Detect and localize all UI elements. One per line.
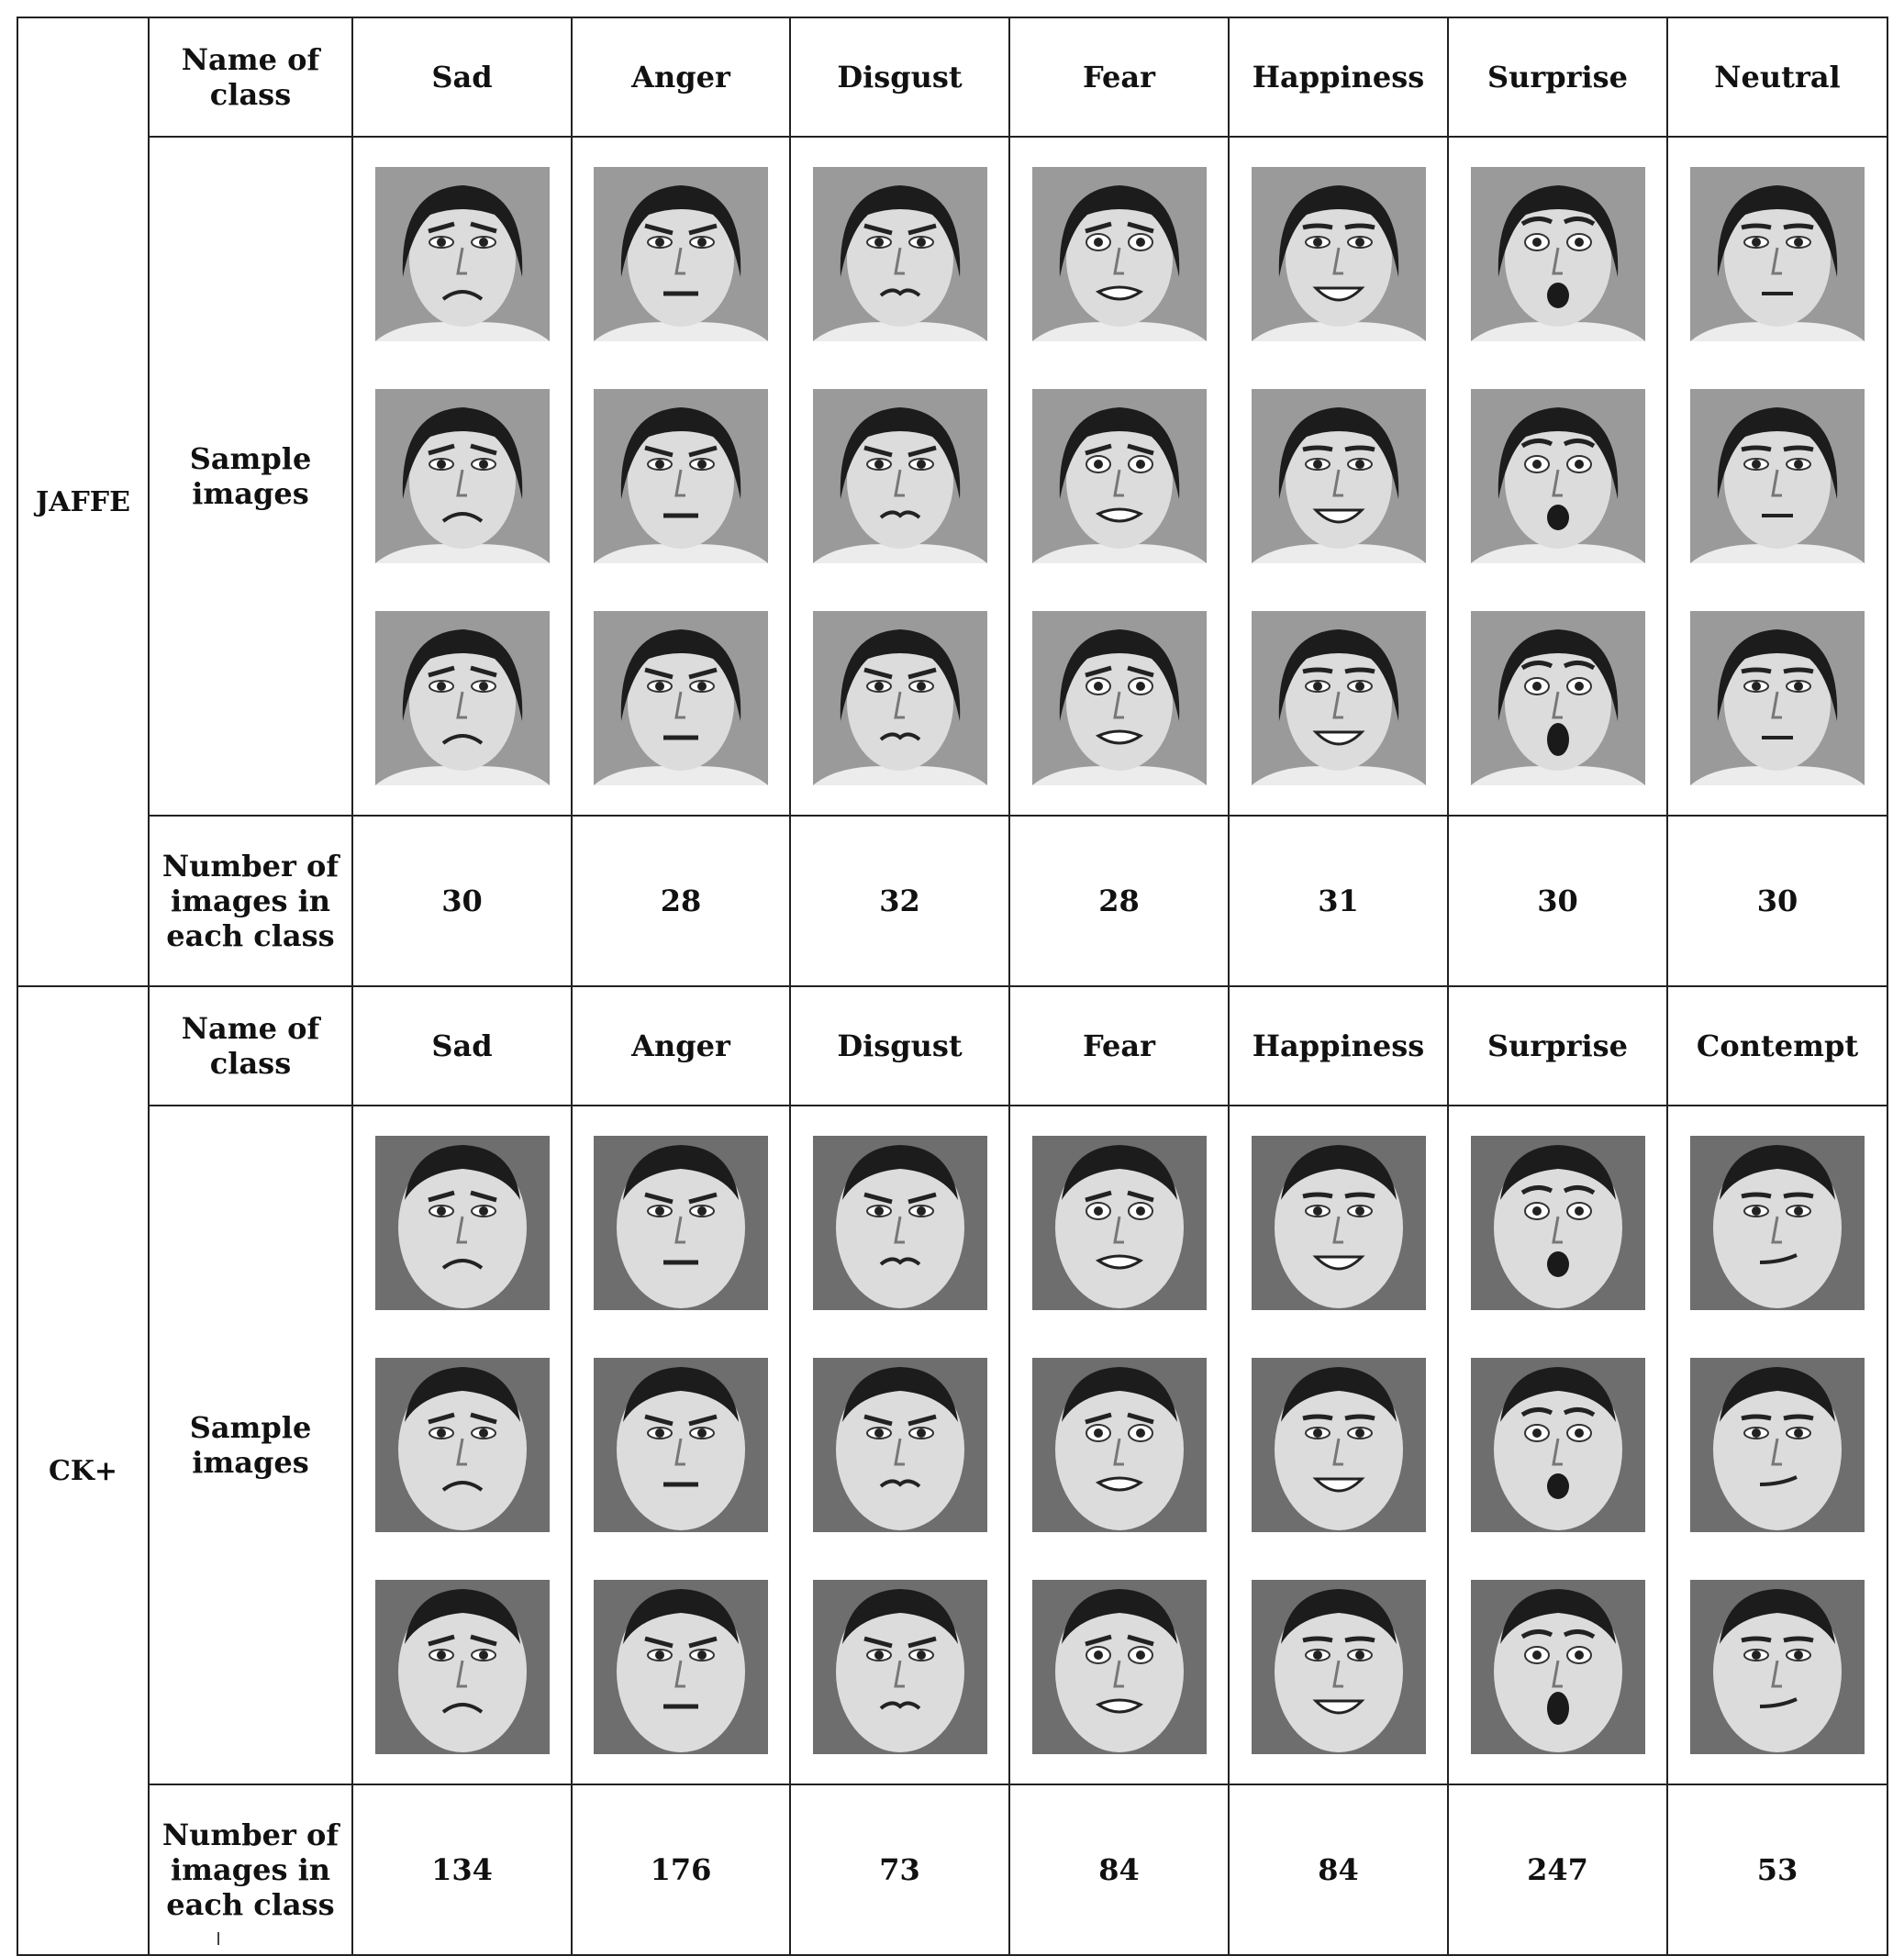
sample-images-cell — [1667, 137, 1887, 816]
sample-face-image — [1690, 1358, 1865, 1532]
sample-images-cell — [1448, 137, 1667, 816]
sample-face-image — [375, 1358, 550, 1532]
sample-images-cell — [1229, 137, 1448, 816]
sample-face-image — [1032, 1136, 1207, 1310]
image-count: 30 — [352, 816, 572, 986]
class-name: Happiness — [1229, 986, 1448, 1106]
sample-face-image — [375, 389, 550, 563]
sample-face-image — [1252, 1580, 1426, 1754]
image-count: 84 — [1229, 1784, 1448, 1955]
image-count: 73 — [790, 1784, 1009, 1955]
sample-images-cell — [1448, 1106, 1667, 1784]
sample-face-image — [594, 167, 768, 341]
sample-face-image — [1471, 1580, 1645, 1754]
sample-images-cell — [352, 137, 572, 816]
sample-face-image — [1690, 1136, 1865, 1310]
sample-face-image — [1471, 389, 1645, 563]
class-name: Sad — [352, 986, 572, 1106]
row-header-name-of-class: Name of class — [149, 17, 352, 137]
sample-face-image — [1471, 167, 1645, 341]
sample-face-image — [1032, 1358, 1207, 1532]
sample-face-image — [1471, 611, 1645, 785]
sample-face-image — [813, 1580, 987, 1754]
sample-face-image — [594, 1358, 768, 1532]
sample-face-image — [375, 611, 550, 785]
sample-face-image — [375, 1136, 550, 1310]
sample-face-image — [1471, 1358, 1645, 1532]
class-name: Surprise — [1448, 986, 1667, 1106]
class-name: Disgust — [790, 17, 1009, 137]
sample-face-image — [1032, 1580, 1207, 1754]
sample-face-image — [813, 1136, 987, 1310]
sample-face-image — [1252, 167, 1426, 341]
row-header-number-of-images: Number of images in each class — [149, 816, 352, 986]
class-name: Disgust — [790, 986, 1009, 1106]
class-name: Happiness — [1229, 17, 1448, 137]
image-count: 31 — [1229, 816, 1448, 986]
sample-face-image — [1252, 611, 1426, 785]
class-name: Fear — [1009, 17, 1229, 137]
sample-face-image — [375, 167, 550, 341]
sample-face-image — [594, 389, 768, 563]
sample-images-cell — [352, 1106, 572, 1784]
image-count: 134 — [352, 1784, 572, 1955]
sample-images-cell — [1667, 1106, 1887, 1784]
sample-images-cell — [572, 137, 790, 816]
sample-face-image — [594, 1580, 768, 1754]
sample-face-image — [1252, 389, 1426, 563]
class-name: Sad — [352, 17, 572, 137]
sample-face-image — [1471, 1136, 1645, 1310]
sample-face-image — [594, 1136, 768, 1310]
sample-images-cell — [572, 1106, 790, 1784]
sample-face-image — [1032, 611, 1207, 785]
image-count: 30 — [1667, 816, 1887, 986]
sample-face-image — [813, 1358, 987, 1532]
image-count: 30 — [1448, 816, 1667, 986]
sample-images-cell — [790, 1106, 1009, 1784]
sample-face-image — [813, 389, 987, 563]
row-header-sample-images: Sample images — [149, 1106, 352, 1784]
sample-face-image — [594, 611, 768, 785]
sample-face-image — [375, 1580, 550, 1754]
image-count: 28 — [572, 816, 790, 986]
class-name: Fear — [1009, 986, 1229, 1106]
class-name: Contempt — [1667, 986, 1887, 1106]
image-count: 84 — [1009, 1784, 1229, 1955]
sample-images-cell — [790, 137, 1009, 816]
sample-face-image — [1032, 167, 1207, 341]
sample-face-image — [1690, 611, 1865, 785]
class-name: Neutral — [1667, 17, 1887, 137]
margin-tick — [217, 1932, 219, 1945]
class-name: Surprise — [1448, 17, 1667, 137]
image-count: 176 — [572, 1784, 790, 1955]
image-count: 32 — [790, 816, 1009, 986]
image-count: 247 — [1448, 1784, 1667, 1955]
sample-face-image — [813, 167, 987, 341]
sample-images-cell — [1009, 137, 1229, 816]
sample-face-image — [1252, 1136, 1426, 1310]
sample-face-image — [813, 611, 987, 785]
sample-images-cell — [1229, 1106, 1448, 1784]
sample-face-image — [1690, 167, 1865, 341]
sample-face-image — [1690, 1580, 1865, 1754]
image-count: 28 — [1009, 816, 1229, 986]
row-header-sample-images: Sample images — [149, 137, 352, 816]
dataset-name: CK+ — [17, 986, 149, 1955]
class-name: Anger — [572, 986, 790, 1106]
sample-face-image — [1252, 1358, 1426, 1532]
sample-face-image — [1032, 389, 1207, 563]
row-header-name-of-class: Name of class — [149, 986, 352, 1106]
image-count: 53 — [1667, 1784, 1887, 1955]
sample-images-cell — [1009, 1106, 1229, 1784]
row-header-number-of-images: Number of images in each class — [149, 1784, 352, 1955]
dataset-name: JAFFE — [17, 17, 149, 986]
class-name: Anger — [572, 17, 790, 137]
dataset-table — [17, 17, 1888, 1956]
sample-face-image — [1690, 389, 1865, 563]
